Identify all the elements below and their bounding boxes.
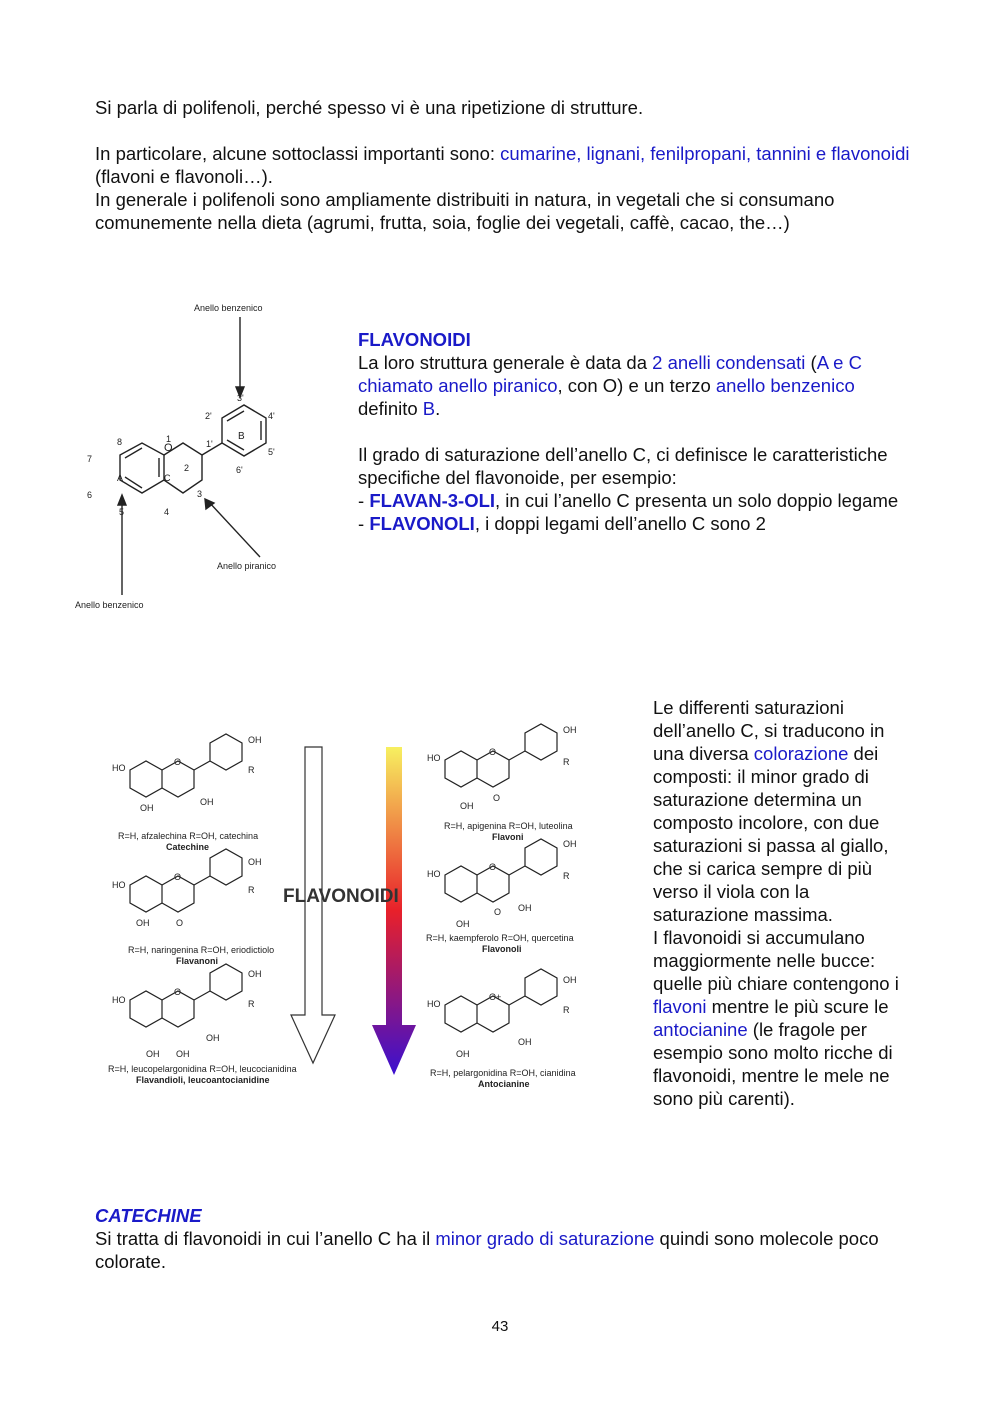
svg-text:R: R	[563, 757, 570, 767]
svg-text:1': 1'	[206, 439, 213, 449]
svg-text:OH: OH	[146, 1049, 160, 1059]
svg-text:HO: HO	[112, 880, 126, 890]
svg-text:HO: HO	[427, 869, 441, 879]
catechine-paragraph: Si tratta di flavonoidi in cui l’anello C ha il minor grado di saturazione quindi sono molecole poco colorate.	[95, 1228, 879, 1272]
svg-text:O: O	[174, 987, 182, 997]
svg-text:R: R	[248, 765, 255, 775]
svg-text:6: 6	[87, 490, 93, 500]
svg-text:A: A	[117, 473, 124, 483]
catechine-r-label: R=H, afzalechina R=OH, catechina	[118, 831, 259, 841]
intro-paragraph: In particolare, alcune sottoclassi importanti sono: cumarine, lignani, fenilpropani, tannini e flavonoidi (flavoni e flavonoli…). In generale i polifenoli sono ampliamente distribuiti in natura, in vegetali che si consumano comunemente nella dieta (agrumi, frutta, soia, foglie dei vegetali, caffè, cacao, the…)	[95, 143, 910, 233]
saturation-colour-paragraph: Le differenti saturazioni dell’anello C, si traducono in una diversa colorazione dei composti: il minor grado di saturazione determina un composto incolore, con due saturazioni si passa al giallo, che si carica sempre di più verso il viola con la saturazione massima. I flavonoidi si accumulano maggiormente nelle bucce: quelle più chiare contengono i flavoni mentre le più scure le antocianine (le fragole per esempio sono molto ricche di flavonoidi, mentre le mele ne sono più carenti).	[653, 697, 899, 1109]
svg-text:HO: HO	[112, 995, 126, 1005]
svg-text:OH: OH	[563, 975, 577, 985]
catechine-section	[95, 1204, 915, 1273]
catechine-heading: CATECHINE	[95, 1205, 202, 1226]
svg-text:6': 6'	[236, 465, 243, 475]
flavoni-name: Flavoni	[492, 832, 524, 842]
svg-text:4: 4	[164, 507, 170, 517]
svg-text:B: B	[238, 431, 245, 442]
flavandioli-name: Flavandioli, leucoantocianidine	[136, 1075, 270, 1085]
svg-text:OH: OH	[140, 803, 154, 813]
svg-text:HO: HO	[112, 763, 126, 773]
svg-text:OH: OH	[518, 903, 532, 913]
svg-text:3: 3	[197, 489, 203, 499]
flavanoni-name: Flavanoni	[176, 956, 219, 966]
svg-text:OH: OH	[248, 969, 262, 979]
svg-text:OH: OH	[563, 725, 577, 735]
svg-text:OH: OH	[456, 1049, 470, 1059]
svg-text:R: R	[248, 999, 255, 1009]
svg-text:7: 7	[87, 454, 93, 464]
list-item-flavonoli: - FLAVONOLI, i doppi legami dell’anello C sono 2	[358, 513, 766, 534]
flavonoli-name: Flavonoli	[482, 944, 522, 954]
svg-text:OH: OH	[518, 1037, 532, 1047]
svg-text:O: O	[489, 862, 497, 872]
flavonoid-skeleton-diagram	[60, 295, 340, 625]
flavoni-r-label: R=H, apigenina R=OH, luteolina	[444, 821, 573, 831]
svg-text:2: 2	[184, 463, 190, 473]
label-anello-benzenico-top: Anello benzenico	[194, 303, 263, 313]
svg-text:R: R	[563, 1005, 570, 1015]
svg-text:O: O	[493, 793, 501, 803]
intro-line: Si parla di polifenoli, perché spesso vi è una ripetizione di strutture.	[95, 97, 644, 118]
svg-text:OH: OH	[563, 839, 577, 849]
flavonoidi-section	[358, 328, 913, 535]
svg-text:OH: OH	[248, 857, 262, 867]
svg-text:1: 1	[166, 434, 172, 444]
antocianine-r-label: R=H, pelargonidina R=OH, cianidina	[430, 1068, 576, 1078]
flavonoli-r-label: R=H, kaempferolo R=OH, quercetina	[426, 933, 574, 943]
flavonoidi-structure-paragraph: La loro struttura generale è data da 2 anelli condensati (A e C chiamato anello piranico, con O) e un terzo anello benzenico definito B.	[358, 352, 862, 419]
svg-text:O: O	[174, 872, 182, 882]
svg-text:4': 4'	[268, 411, 275, 421]
svg-text:O: O	[494, 907, 502, 917]
svg-text:HO: HO	[427, 999, 441, 1009]
gradient-down-arrow	[372, 747, 416, 1075]
svg-text:O+: O+	[489, 992, 502, 1002]
antocianine-name: Antocianine	[478, 1079, 530, 1089]
catechine-name: Catechine	[166, 842, 210, 852]
list-item-flavan-3-oli: - FLAVAN-3-OLI, in cui l’anello C presenta un solo doppio legame	[358, 490, 899, 511]
svg-text:8: 8	[117, 437, 123, 447]
flavandioli-r-label: R=H, leucopelargonidina R=OH, leucocianidina	[108, 1064, 297, 1074]
flavonoidi-saturation-paragraph: Il grado di saturazione dell’anello C, ci definisce le caratteristiche specifiche del flavonoide, per esempio:	[358, 444, 888, 488]
flavonoidi-arrow-label: FLAVONOIDI	[283, 886, 399, 907]
svg-text:R: R	[563, 871, 570, 881]
svg-text:HO: HO	[427, 753, 441, 763]
svg-text:R: R	[248, 885, 255, 895]
svg-text:OH: OH	[206, 1033, 220, 1043]
svg-text:O: O	[176, 918, 184, 928]
flavonoid-classes-diagram	[100, 715, 610, 1100]
svg-text:2': 2'	[205, 411, 212, 421]
flavanoni-r-label: R=H, naringenina R=OH, eriodictiolo	[128, 945, 275, 955]
svg-text:O: O	[489, 747, 497, 757]
flavonoidi-heading: FLAVONOIDI	[358, 329, 471, 350]
svg-text:5': 5'	[268, 447, 275, 457]
svg-text:3': 3'	[237, 393, 244, 403]
svg-text:OH: OH	[456, 919, 470, 929]
page-number: 43	[491, 1318, 509, 1335]
svg-text:OH: OH	[176, 1049, 190, 1059]
label-anello-benzenico-bottom: Anello benzenico	[75, 600, 144, 610]
svg-text:O: O	[164, 442, 173, 454]
svg-text:OH: OH	[200, 797, 214, 807]
svg-text:OH: OH	[460, 801, 474, 811]
label-anello-piranico: Anello piranico	[217, 561, 277, 571]
svg-text:O: O	[174, 757, 182, 767]
svg-text:OH: OH	[136, 918, 150, 928]
svg-text:OH: OH	[248, 735, 262, 745]
svg-text:5: 5	[119, 507, 125, 517]
svg-text:C: C	[164, 473, 171, 483]
ring-a	[120, 443, 164, 493]
